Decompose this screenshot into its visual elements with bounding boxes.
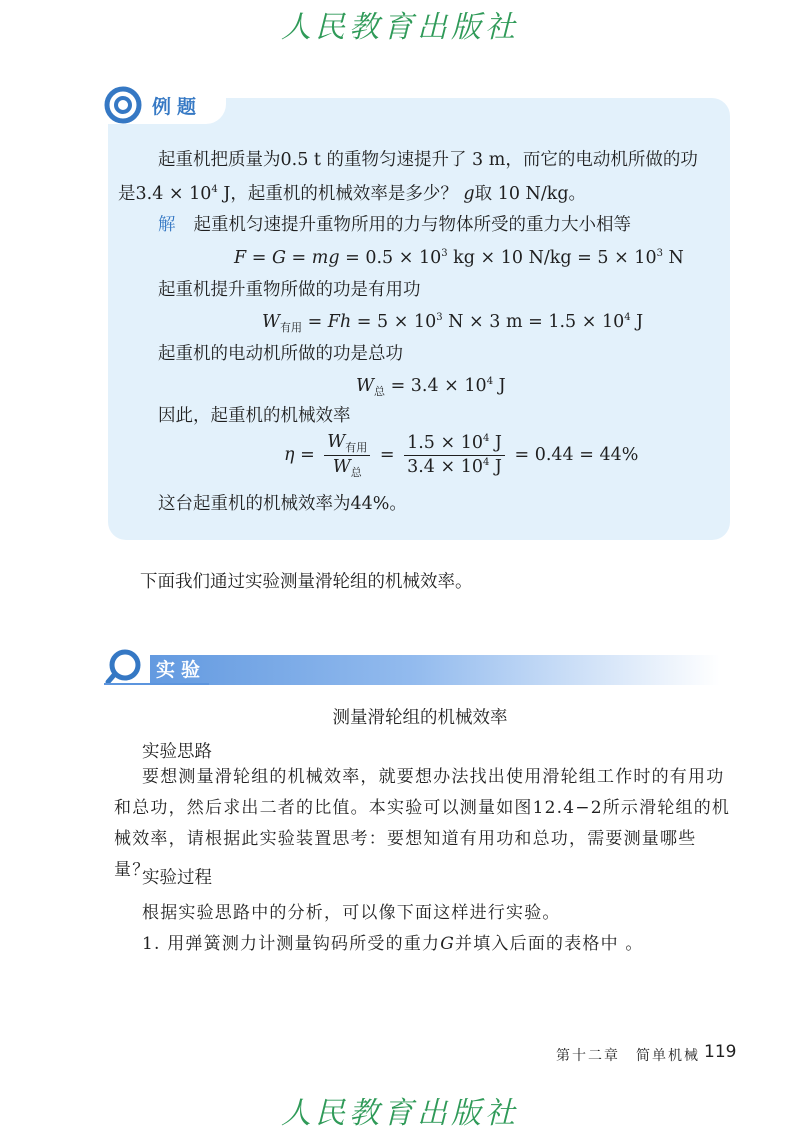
solution-label: 解 [158,215,176,235]
fraction-work-ratio: $\frac{W_{有用}}{W_总}$ [324,432,370,479]
experiment-tab-label: 实验 [156,659,207,681]
experiment-title: 测量滑轮组的机械效率 [332,708,508,728]
section-idea-text: 要想测量滑轮组的机械效率，就要想办法找出使用滑轮组工作时的有用功和总功，然后求出二者的比值。本实验可以测量如图12.4−2所示滑轮组的机械效率，请根据此实验装置思考：要想知道有用功和总功，需要测量哪些量？ [114,767,731,880]
solution-line-3: 起重机的电动机所做的功是总功 [158,344,403,364]
magnifier-icon [104,648,144,686]
section-process-text: 根据实验思路中的分析，可以像下面这样进行实验。 [142,903,561,923]
conclusion: 这台起重机的机械效率为44%。 [158,494,407,514]
publisher-logo-top: 人民教育出版社 [281,10,519,45]
solution-line-1: 解 起重机匀速提升重物所用的力与物体所受的重力大小相等 [158,215,631,235]
section-heading-idea: 实验思路 [142,742,212,762]
equation-total-work: $W_总 = 3.4 \times 10^4$ J [356,376,506,398]
page-number: 119 [704,1042,737,1062]
equation-force: F = G = mg = $0.5 \times 10^3$ kg × 10 $N/kg = 5 \times 10^3$ N [234,248,684,268]
step-1: 1. 用弹簧测力计测量钩码所受的重力G并填入后面的表格中 。 [142,934,644,954]
solution-line-4: 因此，起重机的机械效率 [158,406,351,426]
example-tab-label: 例题 [152,96,203,118]
section-heading-process: 实验过程 [142,868,212,888]
equation-useful-work: $W_{有用} = Fh = 5 \times 10^3$ N × 3 $m = 1.5 \times 10^4$ J [262,312,644,334]
problem-line-1: 起重机把质量为0.5 t 的重物匀速提升了 3 m，而它的电动机所做的功 [158,150,698,170]
fraction-numeric: $\frac{1.5 \times 10^4 J}{3.4 \times 10^4 J}$ [404,433,505,478]
target-icon [104,86,142,124]
equation-efficiency: η = $\frac{W_{有用}}{W_总}$ = $\frac{1.5 \times 10^4 J}{3.4 \times 10^4 J}$ = 0.44 = 44% [284,432,639,480]
experiment-underline [104,683,209,685]
transition-text: 下面我们通过实验测量滑轮组的机械效率。 [140,572,473,592]
solution-line-2: 起重机提升重物所做的功是有用功 [158,280,421,300]
problem-line-2: 是$3.4 \times 10^4$ J，起重机的机械效率是多少？ g取 10 N/kg。 [118,184,587,204]
publisher-logo-bottom: 人民教育出版社 [281,1096,519,1131]
chapter-label: 第十二章 简单机械 [556,1048,700,1064]
